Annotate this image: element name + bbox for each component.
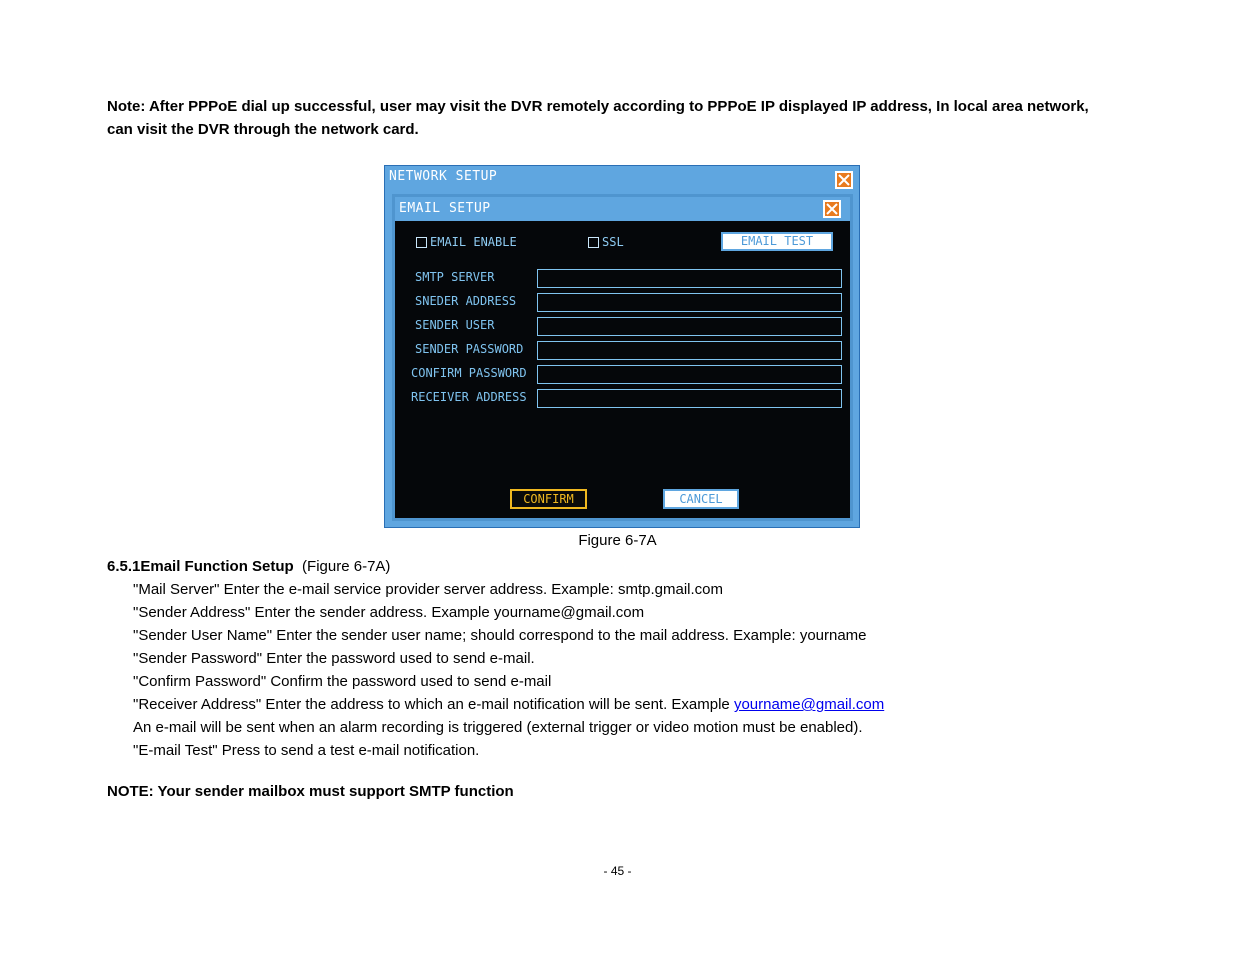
close-icon[interactable] xyxy=(835,171,853,189)
section-heading xyxy=(107,555,1127,578)
sender-address-input[interactable] xyxy=(537,293,842,312)
email-setup-title: EMAIL SETUP xyxy=(399,201,491,216)
note-line-1: Note: After PPPoE dial up successful, user may visit the DVR remotely according to PPPoE IP displayed IP address, In local area network, xyxy=(107,98,1089,115)
checkbox-icon xyxy=(588,237,599,248)
email-test-line: "E-mail Test" Press to send a test e-mail notification. xyxy=(133,742,480,759)
email-test-button[interactable]: EMAIL TEST xyxy=(721,232,833,251)
alarm-line: An e-mail will be sent when an alarm recording is triggered (external trigger or video motion must be enabled). xyxy=(133,719,863,736)
confirm-password-label: CONFIRM PASSWORD xyxy=(411,366,527,380)
sender-address-line: "Sender Address" Enter the sender address. Example yourname@gmail.com xyxy=(133,604,645,621)
note-paragraph xyxy=(107,95,1127,141)
checkbox-icon xyxy=(416,237,427,248)
receiver-address-input[interactable] xyxy=(537,389,842,408)
close-icon[interactable] xyxy=(823,200,841,218)
receiver-address-label: RECEIVER ADDRESS xyxy=(411,390,527,404)
figure-caption: Figure 6-7A xyxy=(578,532,657,549)
sender-address-label: SNEDER ADDRESS xyxy=(415,294,517,308)
network-setup-window xyxy=(384,165,860,528)
sender-user-label: SENDER USER xyxy=(415,318,495,332)
receiver-address-text: "Receiver Address" Enter the address to which an e-mail notification will be sent. Example xyxy=(133,696,734,713)
sender-user-line: "Sender User Name" Enter the sender user name; should correspond to the mail address. Example: yourname xyxy=(133,627,867,644)
receiver-address-line xyxy=(133,693,1127,716)
email-enable-checkbox[interactable] xyxy=(416,235,517,249)
smtp-server-input[interactable] xyxy=(537,269,842,288)
sender-password-line: "Sender Password" Enter the password used to send e-mail. xyxy=(133,650,535,667)
smtp-server-label: SMTP SERVER xyxy=(415,270,495,284)
section-heading-ref: (Figure 6-7A) xyxy=(302,558,391,575)
section-heading-title: 6.5.1Email Function Setup xyxy=(107,558,294,575)
cancel-button[interactable]: CANCEL xyxy=(663,489,739,509)
sender-password-input[interactable] xyxy=(537,341,842,360)
confirm-password-line: "Confirm Password" Confirm the password used to send e-mail xyxy=(133,673,552,690)
network-setup-title: NETWORK SETUP xyxy=(389,169,498,184)
ssl-label: SSL xyxy=(602,235,624,249)
page-number: - 45 - xyxy=(603,864,632,878)
confirm-password-input[interactable] xyxy=(537,365,842,384)
smtp-note: NOTE: Your sender mailbox must support SMTP function xyxy=(107,783,514,800)
sender-user-input[interactable] xyxy=(537,317,842,336)
email-setup-section xyxy=(107,555,1127,762)
receiver-email-link[interactable]: yourname@gmail.com xyxy=(733,696,885,713)
email-enable-label: EMAIL ENABLE xyxy=(430,235,517,249)
note-line-2: can visit the DVR through the network card. xyxy=(107,121,419,138)
confirm-button[interactable]: CONFIRM xyxy=(510,489,587,509)
sender-password-label: SENDER PASSWORD xyxy=(415,342,524,356)
email-setup-titlebar xyxy=(395,197,850,221)
mail-server-line: "Mail Server" Enter the e-mail service provider server address. Example: smtp.gmail.com xyxy=(133,581,724,598)
email-setup-dialog xyxy=(392,194,853,521)
section-lines xyxy=(107,578,1127,762)
ssl-checkbox[interactable] xyxy=(588,235,624,249)
